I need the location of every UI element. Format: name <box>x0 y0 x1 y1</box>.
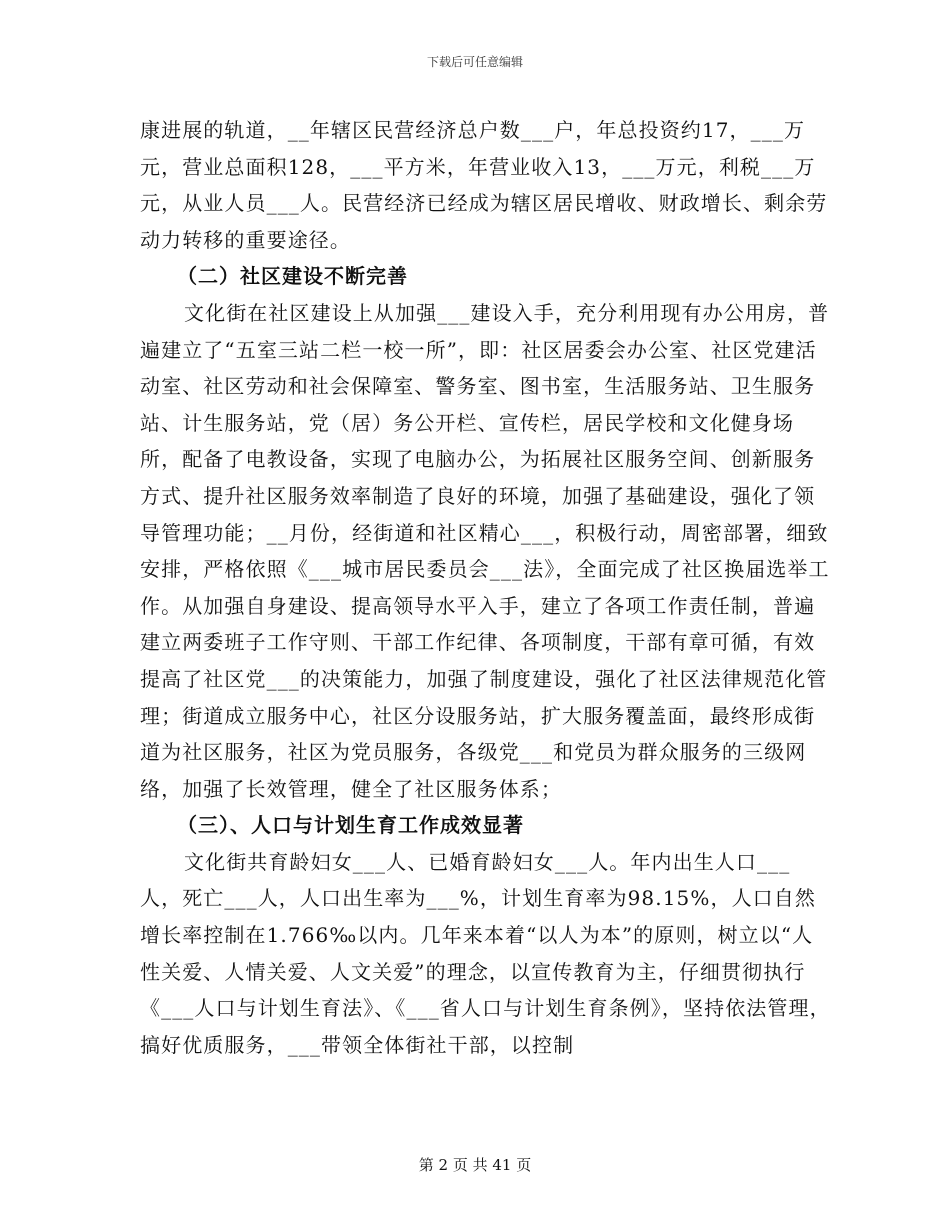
section-heading-community-building: （二）社区建设不断完善 <box>177 264 408 289</box>
paragraph-community-building: 文化街在社区建设上从加强___建设入手，充分利用现有办公用房，普遍建立了“五室三站二栏一校一所”，即：社区居委会办公室、社区党建活动室、社区劳动和社会保障室、警务室、图书室，生活服务站、卫生服务站、计生服务站，党（居）务公开栏、宣传栏，居民学校和文化健身场所，配备了电教设备，实现了电脑办公，为拓展社区服务空间、创新服务方式、提升社区服务效率制造了良好的环境，加强了基础建设，强化了领导管理功能；__月份，经街道和社区精心___，积极行动，周密部署，细致安排，严格依照《___城市居民委员会___法》，全面完成了社区换届选举工作。从加强自身建设、提高领导水平入手，建立了各项工作责任制，普遍建立两委班子工作守则、干部工作纪律、各项制度，干部有章可循，有效提高了社区党___的决策能力，加强了制度建设，强化了社区法律规范化管理；街道成立服务中心，社区分设服务站，扩大服务覆盖面，最终形成街道为社区服务，社区为党员服务，各级党___和党员为群众服务的三级网络，加强了长效管理，健全了社区服务体系； <box>140 300 830 801</box>
page-header: 下载后可任意编辑 <box>426 55 523 69</box>
section-heading-family-planning: （三）、人口与计划生育工作成效显著 <box>177 813 524 838</box>
paragraph-private-economy: 康进展的轨道，__年辖区民营经济总户数___户，年总投资约17，___万元，营业总面积128，___平方米，年营业收入13，___万元，利税___万元，从业人员___人。民营经济已经成为辖区居民增收、财政增长、剩余劳动力转移的重要途径。 <box>140 118 828 252</box>
document-body <box>140 112 832 1063</box>
paragraph-family-planning: 文化街共育龄妇女___人、已婚育龄妇女___人。年内出生人口___人，死亡___人，人口出生率为___%，计划生育率为98.15%，人口自然增长率控制在1.766‰以内。几年来本着“以人为本”的原则，树立以“人性关爱、人情关爱、人文关爱”的理念，以宣传教育为主，仔细贯彻执行《___人口与计划生育法》、《___省人口与计划生育条例》，坚持依法管理，搞好优质服务，___带领全体街社干部，以控制 <box>140 849 831 1057</box>
page-footer: 第 2 页 共 41 页 <box>418 1156 532 1174</box>
